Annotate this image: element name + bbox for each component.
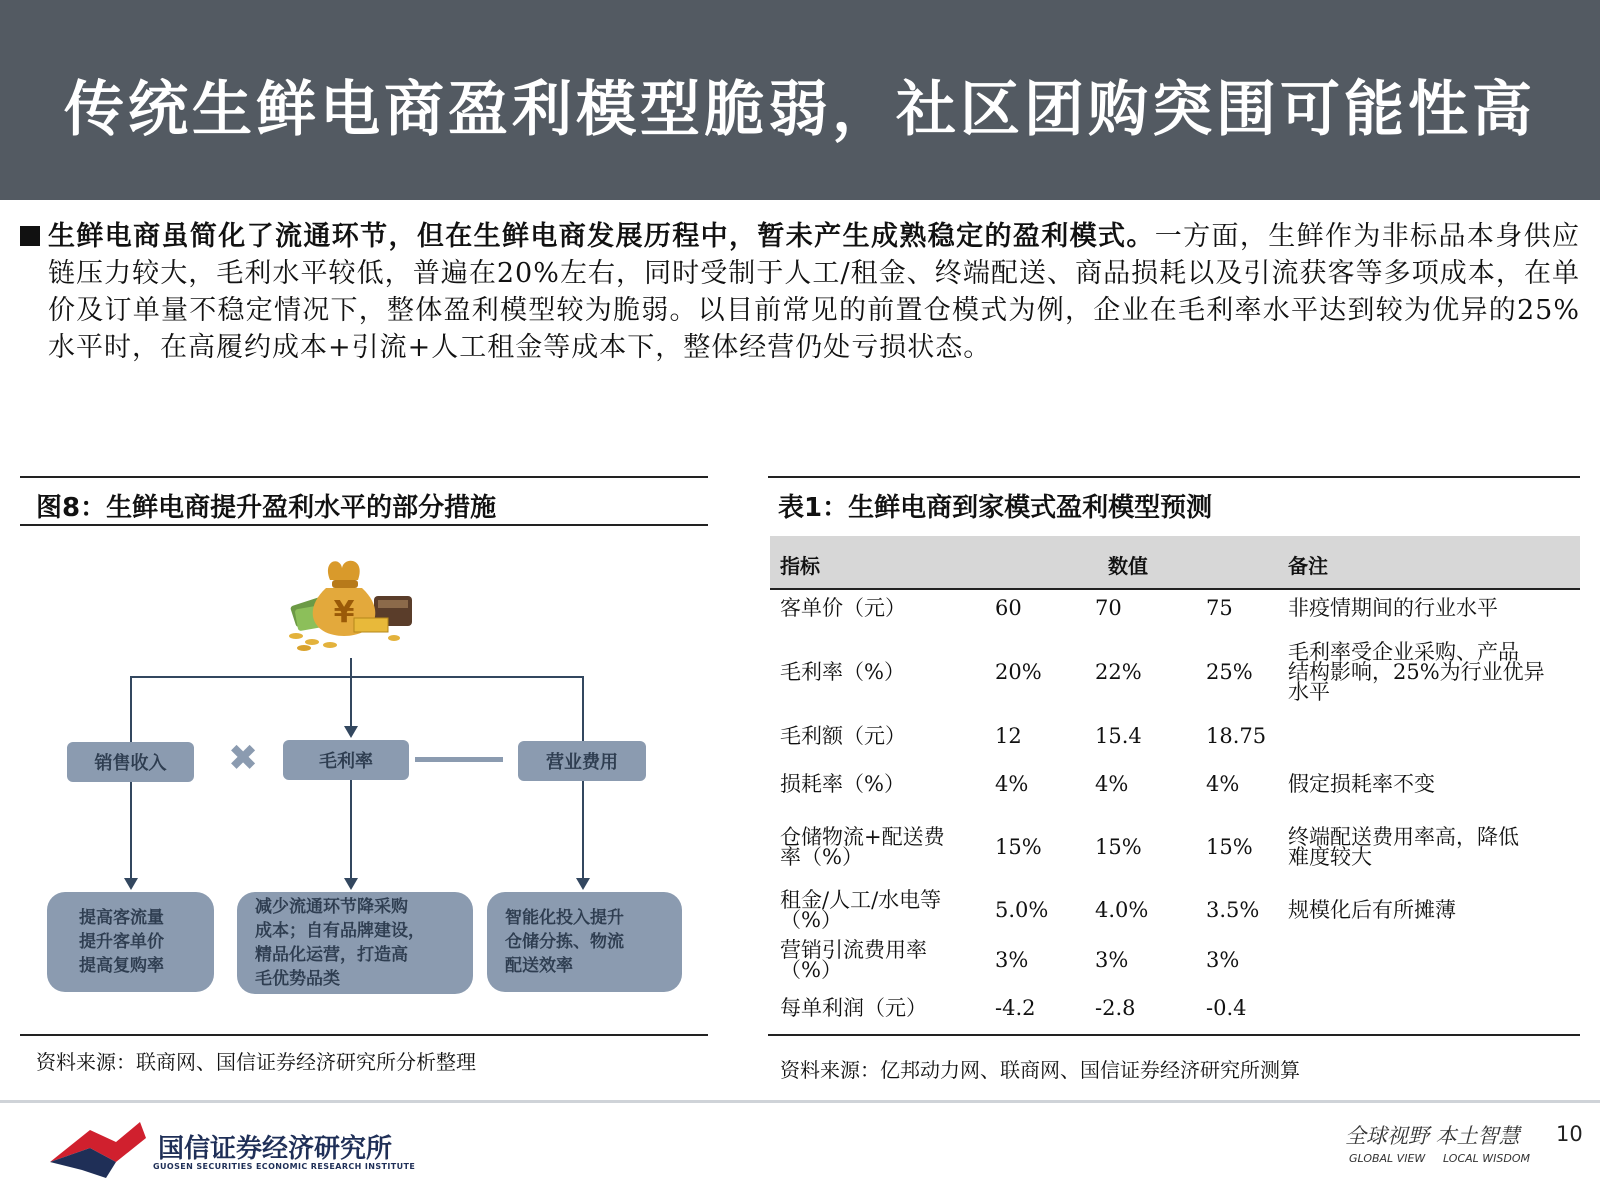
table-cell-metric: 率（%） bbox=[780, 845, 863, 869]
slogan-en-global: GLOBAL VIEW bbox=[1349, 1152, 1426, 1165]
minus-icon bbox=[415, 757, 503, 762]
slogan-en-local: LOCAL WISDOM bbox=[1443, 1152, 1531, 1165]
box-sales-revenue: 销售收入 bbox=[67, 742, 194, 782]
figure-bottom-rule bbox=[20, 1034, 708, 1036]
table-cell-remark: 水平 bbox=[1288, 680, 1330, 704]
intro-bold: 生鲜电商虽简化了流通环节，但在生鲜电商发展历程中，暂未产生成熟稳定的盈利模式。 bbox=[48, 221, 1155, 252]
table-header bbox=[770, 536, 1580, 590]
page-number: 10 bbox=[1556, 1122, 1583, 1146]
table-cell-value: 25% bbox=[1206, 660, 1253, 684]
table-cell-value: 3% bbox=[1095, 948, 1129, 972]
measure-line: 配送效率 bbox=[505, 956, 573, 976]
footer-divider bbox=[0, 1100, 1600, 1103]
table-cell-value: 18.75 bbox=[1206, 724, 1267, 748]
table-cell-value: 5.0% bbox=[995, 898, 1049, 922]
table-cell-metric: 损耗率（%） bbox=[780, 772, 905, 796]
measures-sales bbox=[47, 892, 214, 992]
table-bottom-rule bbox=[768, 1034, 1580, 1036]
connector-right bbox=[582, 676, 584, 742]
table-cell-value: 4% bbox=[1206, 772, 1240, 796]
table-cell-value: 3% bbox=[995, 948, 1029, 972]
measure-line: 提高客流量 bbox=[79, 908, 164, 928]
table-caption: 表1：生鲜电商到家模式盈利模型预测 bbox=[778, 493, 1213, 523]
table-cell-value: 3% bbox=[1206, 948, 1240, 972]
table-cell-value: 15% bbox=[1095, 835, 1142, 859]
logo-subtitle: GUOSEN SECURITIES ECONOMIC RESEARCH INSTITUTE bbox=[153, 1162, 416, 1171]
table-cell-metric: 每单利润（元） bbox=[780, 996, 927, 1020]
svg-text:¥: ¥ bbox=[333, 595, 355, 630]
table-cell-value: 70 bbox=[1095, 596, 1122, 620]
table-cell-metric: 毛利额（元） bbox=[780, 724, 906, 748]
multiply-icon: ✖ bbox=[228, 738, 259, 779]
connector-vertical-main bbox=[350, 658, 352, 726]
box-gross-margin: 毛利率 bbox=[283, 740, 409, 780]
figure-caption: 图8：生鲜电商提升盈利水平的部分措施 bbox=[36, 493, 497, 523]
table-cell-metric: 租金/人工/水电等 bbox=[780, 888, 942, 912]
header-value: 数值 bbox=[1108, 554, 1148, 578]
table-cell-value: -2.8 bbox=[1095, 996, 1136, 1020]
table-cell-value: 3.5% bbox=[1206, 898, 1260, 922]
connector-sales-down bbox=[130, 782, 132, 878]
measure-line: 成本；自有品牌建设， bbox=[255, 921, 425, 941]
figure-source: 资料来源：联商网、国信证券经济研究所分析整理 bbox=[36, 1050, 476, 1074]
table-cell-value: 60 bbox=[995, 596, 1022, 620]
arrow-down-icon bbox=[124, 878, 138, 890]
table-cell-remark: 规模化后有所摊薄 bbox=[1288, 898, 1456, 922]
table-cell-metric: 营销引流费用率 bbox=[780, 938, 927, 962]
figure-caption-rule bbox=[20, 524, 708, 526]
table-cell-value: -0.4 bbox=[1206, 996, 1247, 1020]
intro-text bbox=[48, 218, 1580, 366]
table-cell-value: 12 bbox=[995, 724, 1022, 748]
connector-horizontal bbox=[130, 676, 584, 678]
table-cell-metric: （%） bbox=[780, 908, 842, 932]
guosen-logo-icon bbox=[46, 1118, 150, 1180]
measure-line: 仓储分拣、物流 bbox=[505, 932, 624, 952]
arrow-down-icon bbox=[344, 726, 358, 738]
table-cell-value: -4.2 bbox=[995, 996, 1036, 1020]
table-top-rule bbox=[768, 476, 1580, 478]
arrow-down-icon bbox=[576, 878, 590, 890]
connector-opex-down bbox=[582, 781, 584, 878]
connector-left bbox=[130, 676, 132, 742]
arrow-down-icon bbox=[344, 878, 358, 890]
header-metric: 指标 bbox=[780, 554, 820, 578]
table-cell-metric: 客单价（元） bbox=[780, 596, 906, 620]
table-cell-remark: 假定损耗率不变 bbox=[1288, 772, 1435, 796]
table-cell-value: 4.0% bbox=[1095, 898, 1149, 922]
table-cell-value: 15.4 bbox=[1095, 724, 1142, 748]
measures-margin bbox=[237, 892, 473, 994]
table-cell-remark: 结构影响，25%为行业优异 bbox=[1288, 660, 1545, 684]
page-title: 传统生鲜电商盈利模型脆弱，社区团购突围可能性高 bbox=[64, 75, 1536, 145]
intro-rest: 一方面，生鲜作为非标品本身供应链压力较大，毛利水平较低，普遍在20%左右，同时受制于人工/租金、终端配送、商品损耗以及引流获客等多项成本，在单价及订单量不稳定情况下，整体盈利模型较为脆弱。以目前常见的前置仓模式为例，企业在毛利率水平达到较为优异的25%水平时，在高履约成本+引流+人工租金等成本下，整体经营仍处亏损状态。 bbox=[48, 221, 1581, 363]
measure-line: 减少流通环节降采购 bbox=[255, 897, 408, 917]
figure-top-rule bbox=[20, 476, 708, 478]
table-source: 资料来源：亿邦动力网、联商网、国信证券经济研究所测算 bbox=[780, 1058, 1300, 1082]
measure-line: 毛优势品类 bbox=[255, 969, 340, 989]
table-cell-remark: 难度较大 bbox=[1288, 845, 1372, 869]
table-cell-remark: 终端配送费用率高，降低 bbox=[1288, 825, 1519, 849]
table-cell-metric: 仓储物流+配送费 bbox=[780, 825, 945, 849]
table-cell-metric: 毛利率（%） bbox=[780, 660, 905, 684]
table-cell-remark: 非疫情期间的行业水平 bbox=[1288, 596, 1498, 620]
table-cell-value: 4% bbox=[995, 772, 1029, 796]
money-bag-icon bbox=[282, 550, 422, 656]
slogan: 全球视野 本土智慧 bbox=[1345, 1124, 1520, 1148]
measures-opex bbox=[487, 892, 682, 992]
measure-line: 精品化运营，打造高 bbox=[255, 945, 408, 965]
table-cell-value: 22% bbox=[1095, 660, 1142, 684]
table-cell-value: 15% bbox=[1206, 835, 1253, 859]
header-remark: 备注 bbox=[1288, 554, 1328, 578]
measure-line: 提升客单价 bbox=[79, 932, 164, 952]
measure-line: 提高复购率 bbox=[79, 956, 164, 976]
measures-diagram bbox=[20, 540, 720, 1030]
table-cell-value: 20% bbox=[995, 660, 1042, 684]
connector-margin-down bbox=[350, 780, 352, 878]
logo-text: 国信证券经济研究所 bbox=[158, 1134, 393, 1164]
table-cell-value: 4% bbox=[1095, 772, 1129, 796]
table-cell-value: 75 bbox=[1206, 596, 1233, 620]
intro-paragraph bbox=[20, 218, 1580, 366]
box-operating-expense: 营业费用 bbox=[518, 741, 646, 781]
table-cell-value: 15% bbox=[995, 835, 1042, 859]
table-cell-remark: 毛利率受企业采购、产品 bbox=[1288, 640, 1519, 664]
measure-line: 智能化投入提升 bbox=[505, 908, 624, 928]
bullet-square-icon bbox=[20, 226, 40, 246]
table-cell-metric: （%） bbox=[780, 958, 842, 982]
